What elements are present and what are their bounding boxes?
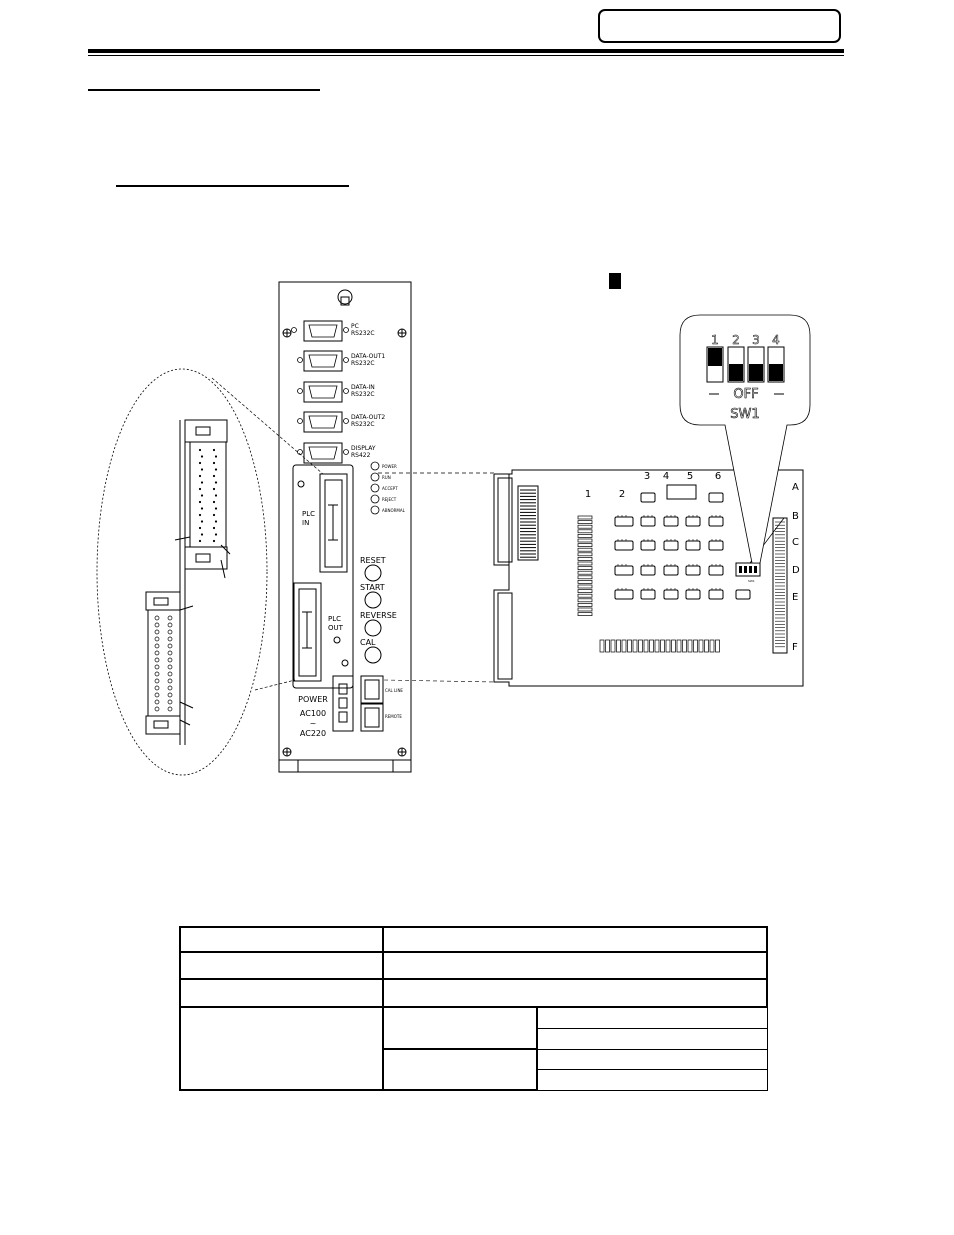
pcb-row-letter: E [792, 592, 799, 603]
pcb-row-letter: C [792, 537, 799, 548]
pcb-column-number: 3 [643, 471, 651, 482]
cal-line-label: CAL LINE [385, 688, 403, 693]
spec-table [179, 926, 768, 1091]
table-cell [180, 927, 383, 952]
power-range-tilde: ~ [309, 719, 317, 728]
table-cell [383, 1049, 536, 1090]
led-group [371, 462, 406, 514]
pcb-column-number: 1 [584, 489, 592, 500]
button-label: REVERSE [360, 611, 397, 620]
table-cell [383, 927, 767, 952]
magnifier-ellipse [97, 369, 267, 775]
table-cell [537, 1049, 767, 1069]
led-label: POWER [382, 464, 397, 469]
status-led [371, 473, 391, 481]
status-led [371, 462, 397, 470]
power-range-high: AC220 [299, 729, 327, 738]
table-row [180, 1007, 767, 1028]
dip-off-label: OFF [733, 387, 759, 402]
pcb-row-letter: B [792, 511, 799, 522]
port-label: PC RS232C [351, 323, 375, 337]
table-row [180, 927, 767, 952]
dip-number: 1 [711, 333, 719, 347]
table-cell [537, 1007, 767, 1028]
port-connector [298, 412, 386, 432]
port-label: DATA-OUT1 RS232C [351, 353, 386, 367]
pcb-row-letter: A [792, 482, 799, 493]
pcb-column-number: 5 [686, 471, 694, 482]
button-label: CAL [360, 638, 376, 647]
port-label: DATA-IN RS232C [351, 384, 375, 398]
port-label: DISPLAY RS422 [351, 445, 376, 459]
button-label: START [360, 583, 385, 592]
port-label: DATA-OUT2 RS232C [351, 414, 386, 428]
table-cell [383, 979, 767, 1007]
dip-number: 4 [772, 333, 780, 347]
pcb-row-letter: D [792, 565, 800, 576]
status-led [371, 506, 406, 514]
port-group [292, 321, 386, 463]
button-label: RESET [360, 556, 386, 565]
panel-labels [302, 510, 344, 632]
power-label: POWER [298, 695, 328, 704]
led-label: REJECT [382, 497, 397, 502]
dip-number: 2 [732, 333, 740, 347]
status-led [371, 484, 398, 492]
pcb-column-number: 6 [714, 471, 722, 482]
table-cell [383, 952, 767, 979]
table-cell [180, 1007, 383, 1090]
remote-label: REMOTE [385, 714, 402, 719]
dip-number: 3 [752, 333, 760, 347]
led-label: ACCEPT [382, 486, 398, 491]
port-connector [298, 443, 376, 463]
table-cell [180, 952, 383, 979]
connector-pins-upper [199, 449, 217, 542]
pcb-row-letter: F [792, 642, 798, 653]
dip-switch-name: SW1 [730, 407, 760, 422]
status-led [371, 495, 397, 503]
table-cell [383, 1007, 536, 1049]
pcb-column-number: 2 [618, 489, 626, 500]
pcb-column-number: 4 [662, 471, 670, 482]
table-cell [180, 979, 383, 1007]
port-connector [298, 351, 386, 371]
plc-out-label: PLC OUT [328, 615, 343, 632]
pcb-switch-tag: SW1 [748, 579, 755, 583]
led-label: ABNORMAL [382, 508, 405, 513]
connector-pins-lower [155, 616, 172, 711]
power-labels [298, 695, 328, 738]
table-cell [537, 1069, 767, 1090]
port-connector [292, 321, 375, 341]
pcb-chips [615, 493, 757, 599]
table-row [180, 979, 767, 1007]
pcb-row-letters [792, 482, 800, 653]
power-range-low: AC100 [299, 709, 327, 718]
plc-in-label: PLC IN [302, 510, 316, 527]
led-label: RUN [382, 475, 391, 480]
table-cell [537, 1028, 767, 1049]
table-row [180, 952, 767, 979]
port-connector [298, 382, 375, 402]
terminal-labels [385, 688, 403, 719]
